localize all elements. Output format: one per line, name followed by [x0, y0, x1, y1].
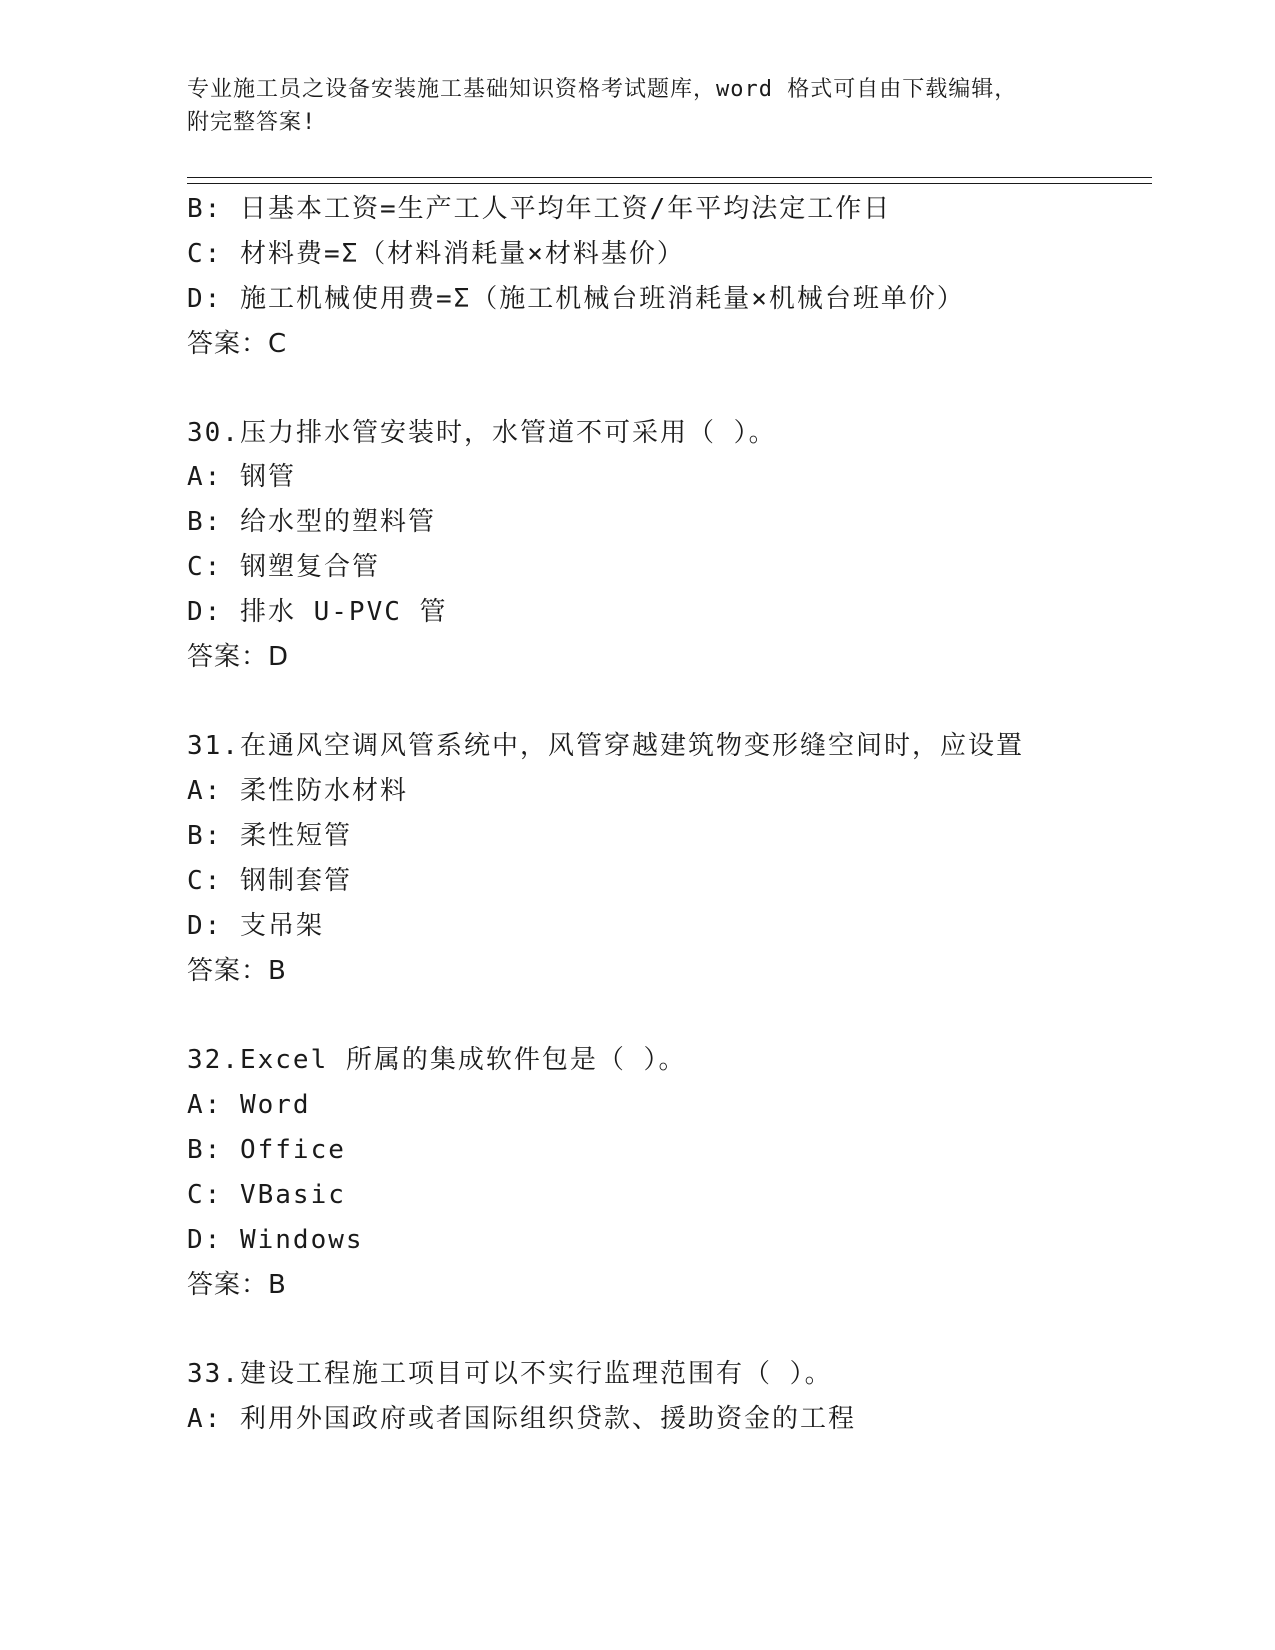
q31-option-d: D: 支吊架 [187, 911, 324, 941]
q31-question: 31.在通风空调风管系统中，风管穿越建筑物变形缝空间时，应设置 [187, 731, 1024, 761]
q32-option-a: A: Word [187, 1090, 311, 1120]
q32-answer: 答案：B [187, 1270, 287, 1300]
q29-answer: 答案：C [187, 329, 288, 359]
header-divider-top [187, 177, 1152, 178]
header-line-2: 附完整答案! [187, 110, 317, 135]
q30-answer: 答案：D [187, 642, 290, 672]
q30-question: 30.压力排水管安装时，水管道不可采用（ ）。 [187, 418, 777, 448]
q29-option-b: B: 日基本工资=生产工人平均年工资/年平均法定工作日 [187, 194, 892, 224]
q32-option-d: D: Windows [187, 1225, 364, 1255]
q32-option-c: C: VBasic [187, 1180, 346, 1210]
q30-option-d: D: 排水 U-PVC 管 [187, 597, 448, 627]
header-line-1: 专业施工员之设备安装施工基础知识资格考试题库，word 格式可自由下载编辑， [187, 77, 1018, 102]
q29-option-d: D: 施工机械使用费=Σ（施工机械台班消耗量×机械台班单价） [187, 284, 965, 314]
q31-option-b: B: 柔性短管 [187, 821, 352, 851]
header-divider-bottom [187, 183, 1152, 184]
q30-option-c: C: 钢塑复合管 [187, 552, 380, 582]
q31-option-a: A: 柔性防水材料 [187, 776, 408, 806]
document-header [187, 73, 1087, 139]
q31-answer: 答案：B [187, 956, 287, 986]
q30-option-b: B: 给水型的塑料管 [187, 507, 436, 537]
q29-option-c: C: 材料费=Σ（材料消耗量×材料基价） [187, 239, 685, 269]
q31-option-c: C: 钢制套管 [187, 866, 352, 896]
q32-question: 32.Excel 所属的集成软件包是（ ）。 [187, 1045, 687, 1075]
q32-option-b: B: Office [187, 1135, 346, 1165]
q33-option-a: A: 利用外国政府或者国际组织贷款、援助资金的工程 [187, 1404, 856, 1434]
q30-option-a: A: 钢管 [187, 462, 296, 492]
q33-question: 33.建设工程施工项目可以不实行监理范围有（ ）。 [187, 1359, 833, 1389]
